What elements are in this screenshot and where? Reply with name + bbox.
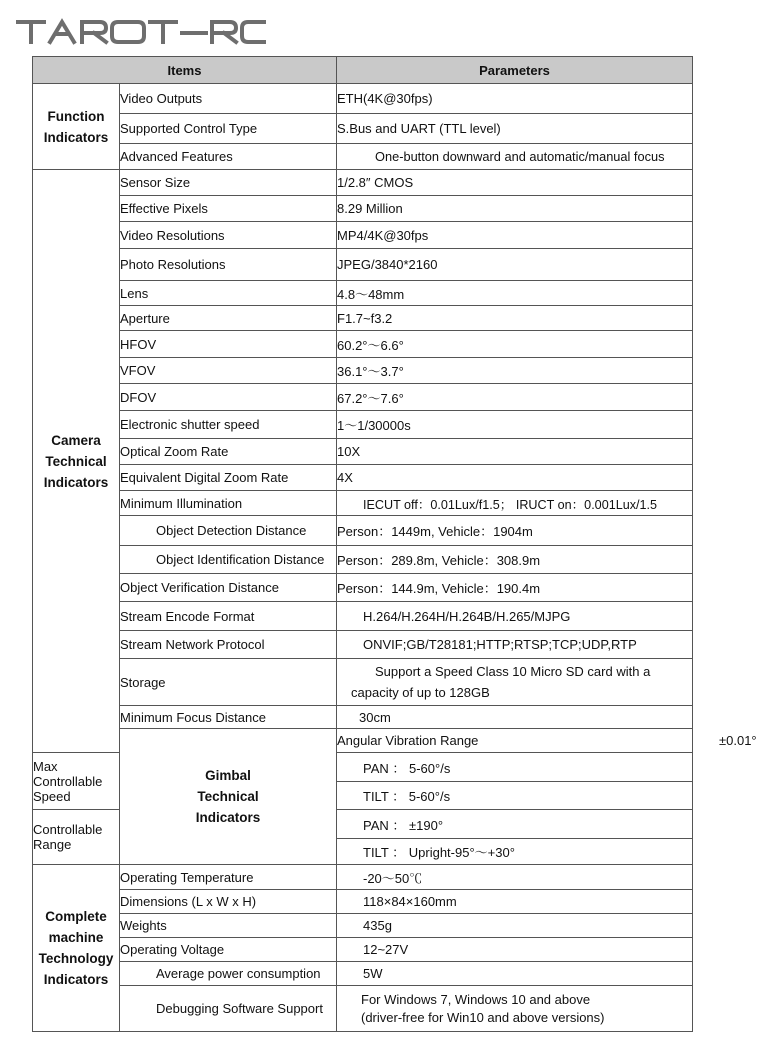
row-item: Supported Control Type	[120, 114, 337, 144]
table-row	[33, 439, 693, 465]
table-row: Gimbal Technical Indicators Angular Vibration Range ±0.01°	[33, 729, 693, 753]
table-row	[33, 516, 693, 546]
table-row	[33, 306, 693, 331]
table-row	[33, 938, 693, 962]
table-row	[33, 865, 693, 890]
row-item: Electronic shutter speed	[120, 411, 337, 439]
row-item: Weights	[120, 914, 337, 938]
row-value: 5W	[337, 962, 693, 986]
row-value: 60.2°～6.6°	[337, 331, 693, 358]
header-row	[33, 57, 693, 84]
row-item: Stream Network Protocol	[120, 631, 337, 659]
row-value: S.Bus and UART (TTL level)	[337, 114, 693, 144]
row-item: Object Detection Distance	[120, 516, 337, 546]
row-value: 67.2°～7.6°	[337, 384, 693, 411]
table-row	[33, 465, 693, 491]
group-complete: Complete machine Technology Indicators	[33, 865, 120, 1032]
row-value	[337, 659, 693, 706]
row-value-pan: PAN ： 5-60°/s	[337, 753, 693, 782]
table-row	[33, 170, 693, 196]
row-item: VFOV	[120, 358, 337, 384]
row-item: Angular Vibration Range	[337, 729, 693, 753]
row-item: Advanced Features	[120, 144, 337, 170]
row-item: Video Resolutions	[120, 222, 337, 249]
table-row	[33, 546, 693, 574]
row-item: Operating Temperature	[120, 865, 337, 890]
row-value: 4X	[337, 465, 693, 491]
row-item: Controllable Range	[33, 810, 120, 865]
row-value: Person：289.8m, Vehicle：308.9m	[337, 546, 693, 574]
row-value: 12~27V	[337, 938, 693, 962]
row-value: JPEG/3840*2160	[337, 249, 693, 281]
table-row	[33, 659, 693, 706]
row-value: 36.1°～3.7°	[337, 358, 693, 384]
row-value-tilt: TILT ： 5-60°/s	[337, 782, 693, 810]
row-item: Video Outputs	[120, 84, 337, 114]
row-value-pan: PAN ： ±190°	[337, 810, 693, 839]
table-row	[33, 84, 693, 114]
row-value: 1～1/30000s	[337, 411, 693, 439]
row-item: Average power consumption	[120, 962, 337, 986]
row-item: Object Verification Distance	[120, 574, 337, 602]
row-value: 10X	[337, 439, 693, 465]
storage-line-2: capacity of up to 128GB	[351, 685, 490, 700]
storage-line-1: Support a Speed Class 10 Micro SD card with a	[375, 664, 651, 679]
tarot-rc-logo	[14, 14, 266, 48]
table-row	[33, 890, 693, 914]
debug-line-1: For Windows 7, Windows 10 and above	[361, 991, 591, 1007]
header-parameters: Parameters	[337, 57, 693, 84]
row-value: ETH(4K@30fps)	[337, 84, 693, 114]
row-value	[337, 986, 693, 1032]
table-row	[33, 281, 693, 306]
table-row	[33, 602, 693, 631]
row-value: 118×84×160mm	[337, 890, 693, 914]
row-item: Debugging Software Support	[120, 986, 337, 1032]
table-row	[33, 358, 693, 384]
table-row	[33, 706, 693, 729]
table-row	[33, 331, 693, 358]
row-value: H.264/H.264H/H.264B/H.265/MJPG	[337, 602, 693, 631]
table-row	[33, 114, 693, 144]
row-value: 435g	[337, 914, 693, 938]
row-value: Person：144.9m, Vehicle：190.4m	[337, 574, 693, 602]
spec-table	[32, 56, 757, 1032]
row-item: Minimum Illumination	[120, 491, 337, 516]
row-item: Sensor Size	[120, 170, 337, 196]
table-row	[33, 914, 693, 938]
row-item: Operating Voltage	[120, 938, 337, 962]
row-value: One-button downward and automatic/manual focus	[337, 144, 693, 170]
row-value: 1/2.8″ CMOS	[337, 170, 693, 196]
row-item: Max Controllable Speed	[33, 753, 120, 810]
table-row	[33, 491, 693, 516]
row-item: Dimensions (L x W x H)	[120, 890, 337, 914]
row-value: Person：1449m, Vehicle：1904m	[337, 516, 693, 546]
table-row	[33, 631, 693, 659]
row-item: Object Identification Distance	[120, 546, 337, 574]
row-item: Storage	[120, 659, 337, 706]
row-value: -20～50℃	[337, 865, 693, 890]
row-item: Aperture	[120, 306, 337, 331]
row-value: F1.7~f3.2	[337, 306, 693, 331]
row-item: HFOV	[120, 331, 337, 358]
row-item: Effective Pixels	[120, 196, 337, 222]
row-item: Minimum Focus Distance	[120, 706, 337, 729]
table-row	[33, 384, 693, 411]
row-value-tilt: TILT ： Upright-95°～+30°	[337, 839, 693, 865]
table-row	[33, 249, 693, 281]
row-value: MP4/4K@30fps	[337, 222, 693, 249]
row-value: IECUT off：0.01Lux/f1.5； IRUCT on：0.001Lux/1.5	[337, 491, 693, 516]
row-value: 8.29 Million	[337, 196, 693, 222]
table-row	[33, 196, 693, 222]
debug-line-2: (driver-free for Win10 and above versions)	[361, 1009, 605, 1025]
table-row	[33, 986, 693, 1032]
table-row	[33, 411, 693, 439]
header-items: Items	[33, 57, 337, 84]
row-value: ONVIF;GB/T28181;HTTP;RTSP;TCP;UDP,RTP	[337, 631, 693, 659]
row-item: Photo Resolutions	[120, 249, 337, 281]
row-item: DFOV	[120, 384, 337, 411]
row-value: 4.8～48mm	[337, 281, 693, 306]
table-row	[33, 222, 693, 249]
row-item: Stream Encode Format	[120, 602, 337, 631]
group-function: Function Indicators	[33, 84, 120, 170]
row-item: Equivalent Digital Zoom Rate	[120, 465, 337, 491]
row-item: Optical Zoom Rate	[120, 439, 337, 465]
row-value: 30cm	[337, 706, 693, 729]
group-camera: Camera Technical Indicators	[33, 170, 120, 753]
group-gimbal: Gimbal Technical Indicators	[120, 729, 337, 865]
table-row	[33, 574, 693, 602]
table-row	[33, 962, 693, 986]
row-item: Lens	[120, 281, 337, 306]
table-row	[33, 144, 693, 170]
